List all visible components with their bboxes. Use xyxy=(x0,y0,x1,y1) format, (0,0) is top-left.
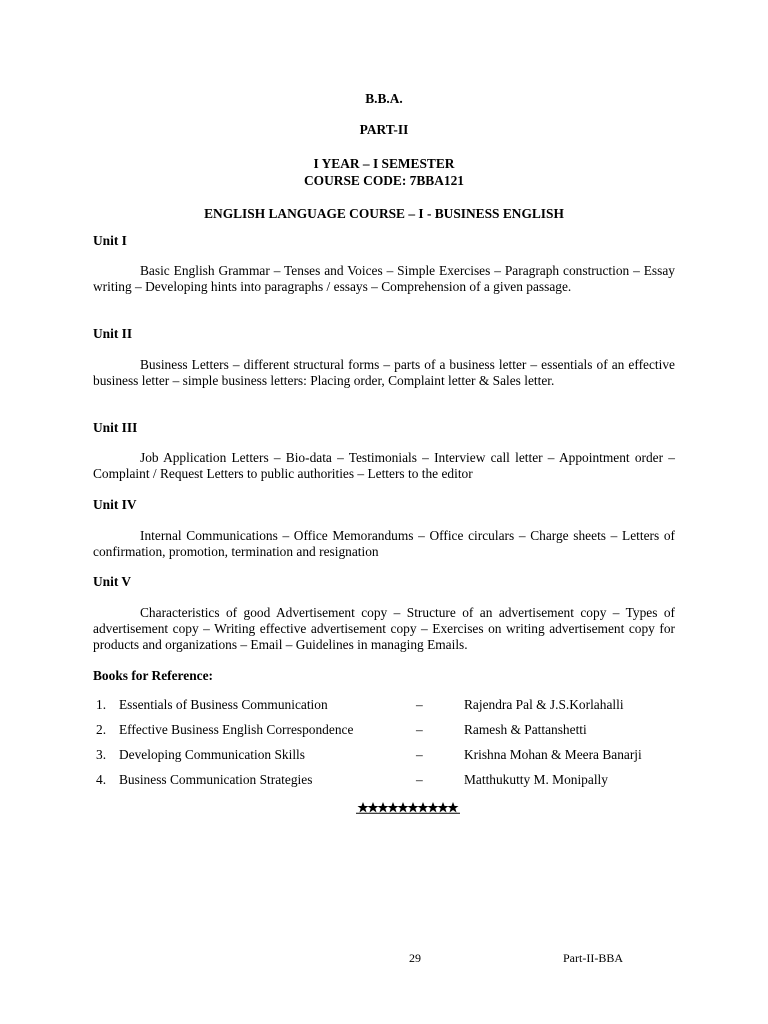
unit-heading: Unit II xyxy=(93,326,133,341)
page-number: 29 xyxy=(409,951,421,965)
reference-item xyxy=(93,772,693,797)
reference-number: 2. xyxy=(96,722,107,737)
reference-author: Rajendra Pal & J.S.Korlahalli xyxy=(464,697,624,712)
unit-content: Business Letters – different structural forms – parts of a business letter – essentials of an effective business letter – simple business letters: Placing order, Complaint letter & Sales letter. xyxy=(93,357,675,388)
unit-content: Basic English Grammar – Tenses and Voices – Simple Exercises – Paragraph construction – Essay writing – Developing hints into paragraphs / essays – Comprehension of a given passage. xyxy=(93,263,675,294)
reference-item xyxy=(93,697,693,722)
reference-author: Matthukutty M. Monipally xyxy=(464,772,608,787)
unit-heading: Unit I xyxy=(93,233,127,248)
reference-item xyxy=(93,747,693,772)
unit-content: Characteristics of good Advertisement copy – Structure of an advertisement copy – Types of advertisement copy – Writing effective advertisement copy – Exercises on writing advertisement copy for products and organizations – Email – Guidelines in managing Emails. xyxy=(93,605,675,652)
footer-code: Part-II-BBA xyxy=(563,951,623,965)
unit-content: Job Application Letters – Bio-data – Testimonials – Interview call letter – Appointment order – Complaint / Request Letters to public authorities – Letters to the editor xyxy=(93,450,675,481)
end-ornament xyxy=(356,800,460,814)
course-code: COURSE CODE: 7BBA121 xyxy=(304,173,464,188)
reference-title: Developing Communication Skills xyxy=(119,747,305,762)
reference-dash: – xyxy=(416,722,423,737)
reference-number: 3. xyxy=(96,747,107,762)
unit-content: Internal Communications – Office Memorandums – Office circulars – Charge sheets – Letters of confirmation, promotion, termination and resignation xyxy=(93,528,675,559)
unit-heading: Unit III xyxy=(93,420,138,435)
unit-heading: Unit V xyxy=(93,574,132,589)
reference-item xyxy=(93,722,693,747)
references-list xyxy=(93,697,693,797)
year-semester: I YEAR – I SEMESTER xyxy=(313,156,455,171)
degree-title: B.B.A. xyxy=(365,91,403,106)
reference-author: Krishna Mohan & Meera Banarji xyxy=(464,747,642,762)
reference-title: Effective Business English Correspondence xyxy=(119,722,354,737)
reference-title: Business Communication Strategies xyxy=(119,772,313,787)
course-title: ENGLISH LANGUAGE COURSE – I - BUSINESS ENGLISH xyxy=(204,206,564,221)
reference-author: Ramesh & Pattanshetti xyxy=(464,722,587,737)
reference-dash: – xyxy=(416,697,423,712)
part-title: PART-II xyxy=(359,122,409,137)
unit-heading: Unit IV xyxy=(93,497,137,512)
reference-number: 4. xyxy=(96,772,107,787)
reference-number: 1. xyxy=(96,697,107,712)
reference-dash: – xyxy=(416,772,423,787)
references-heading: Books for Reference: xyxy=(93,668,213,683)
reference-dash: – xyxy=(416,747,423,762)
reference-title: Essentials of Business Communication xyxy=(119,697,328,712)
